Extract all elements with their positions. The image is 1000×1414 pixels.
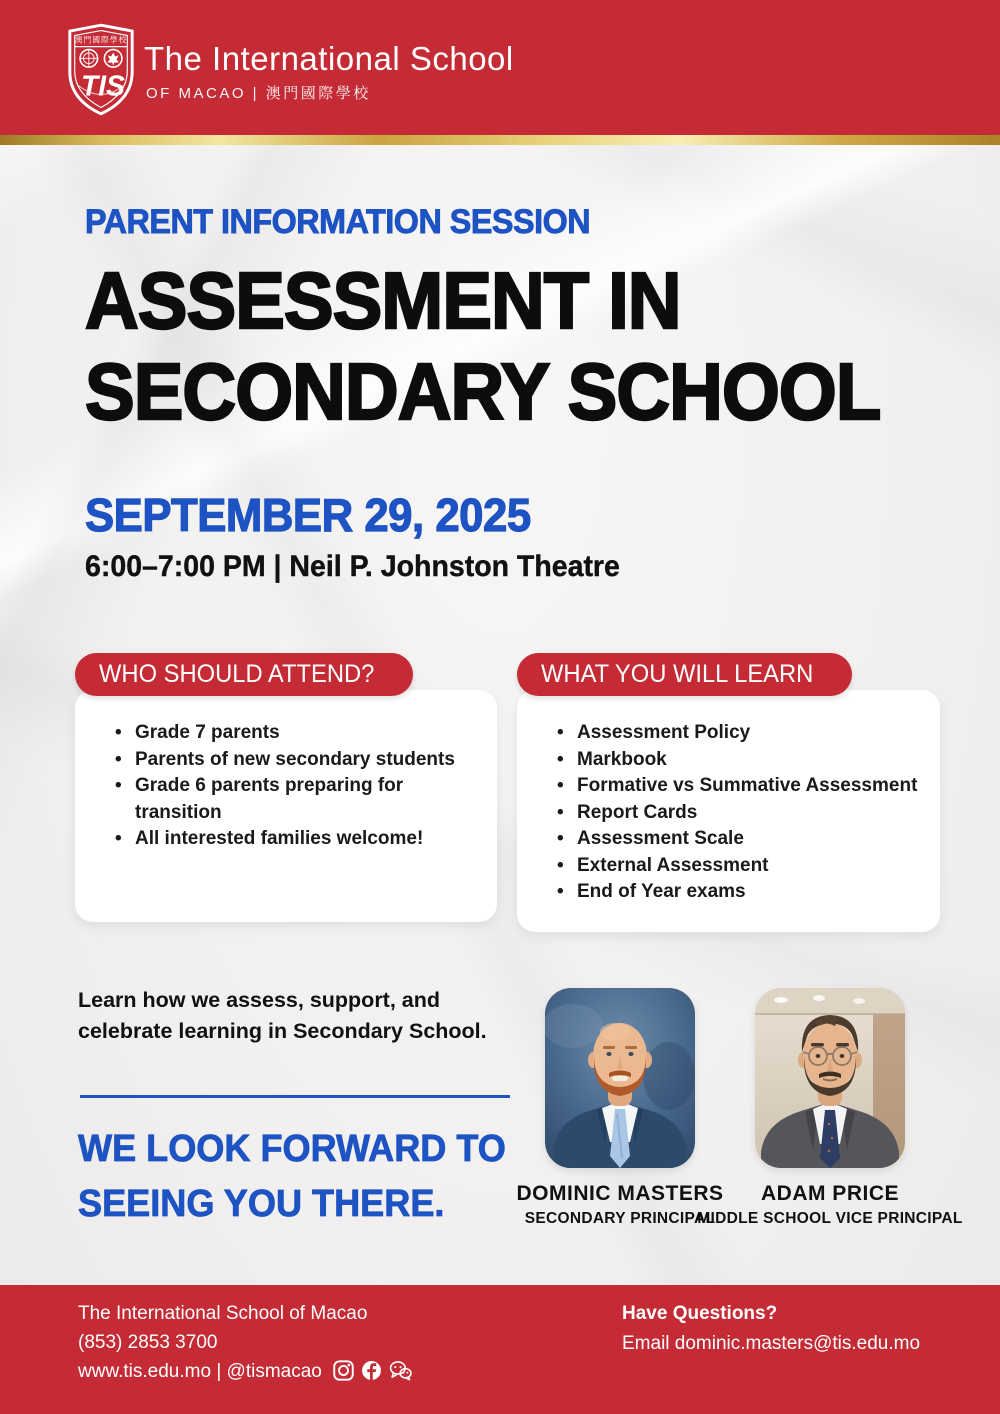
attend-card-title: WHO SHOULD ATTEND? [75,653,413,696]
footer-links-text: www.tis.edu.mo | @tismacao [78,1361,322,1382]
learn-list-item: • Assessment Scale [557,826,928,853]
speaker-photo-adam-price [755,988,905,1168]
attend-list-item: • Grade 6 parents preparing for transition [115,773,485,826]
learn-list-item: • Report Cards [557,800,928,827]
footer-band [0,1285,1000,1414]
poster-title-line1: ASSESSMENT IN [85,256,681,345]
gold-divider [0,135,1000,145]
footer-links-line [78,1357,412,1386]
attend-list-item: • Parents of new secondary students [115,747,485,774]
speaker-caption [675,1182,985,1228]
attend-list [75,690,497,853]
speaker-name: ADAM PRICE [760,1182,899,1205]
attend-card [75,690,497,922]
learn-list-item: • Assessment Policy [557,720,928,747]
crest-top-text: 澳門國際學校 [74,35,128,45]
learn-list [517,690,940,906]
footer-contact-block [78,1299,412,1386]
lead-text: Learn how we assess, support, and celebrate learning in Secondary School. [78,988,487,1043]
blue-divider [80,1095,510,1098]
poster-title-line2: SECONDARY SCHOOL [85,347,881,436]
poster-title [85,255,940,437]
attend-list-item: • All interested families welcome! [115,826,485,853]
school-subtitle: OF MACAO | 澳門國際學校 [146,85,371,102]
learn-card [517,690,940,932]
event-time-venue: 6:00–7:00 PM | Neil P. Johnston Theatre [85,550,620,583]
instagram-icon [333,1360,354,1381]
school-name: The International School [144,40,514,77]
speaker-photo-dominic-masters [545,988,695,1168]
school-crest-logo [64,22,138,118]
footer-school-name: The International School of Macao [78,1303,368,1324]
footer-questions-label: Have Questions? [622,1303,778,1324]
crest-tis-text: TIS [80,69,125,102]
cta-line2: SEEING YOU THERE. [78,1183,445,1225]
header-band [0,0,1000,135]
speaker-name: DOMINIC MASTERS [516,1182,724,1205]
cta-text [78,1122,528,1232]
social-icons [333,1360,412,1381]
facebook-icon [361,1360,382,1381]
learn-list-item: • Formative vs Summative Assessment [557,773,928,800]
session-eyebrow: PARENT INFORMATION SESSION [85,203,591,241]
learn-list-item: • Markbook [557,747,928,774]
footer-questions-block [622,1299,920,1359]
speaker-role: MIDDLE SCHOOL VICE PRINCIPAL [697,1210,963,1227]
event-date: SEPTEMBER 29, 2025 [85,489,531,541]
wechat-icon [389,1360,412,1381]
learn-list-item: • End of Year exams [557,879,928,906]
learn-list-item: • External Assessment [557,853,928,880]
attend-list-item: • Grade 7 parents [115,720,485,747]
learn-card-title: WHAT YOU WILL LEARN [517,653,852,696]
footer-email: Email dominic.masters@tis.edu.mo [622,1333,921,1354]
cta-line1: WE LOOK FORWARD TO [78,1128,506,1170]
speaker-role: SECONDARY PRINCIPAL [524,1210,716,1227]
footer-phone: (853) 2853 3700 [78,1332,218,1353]
